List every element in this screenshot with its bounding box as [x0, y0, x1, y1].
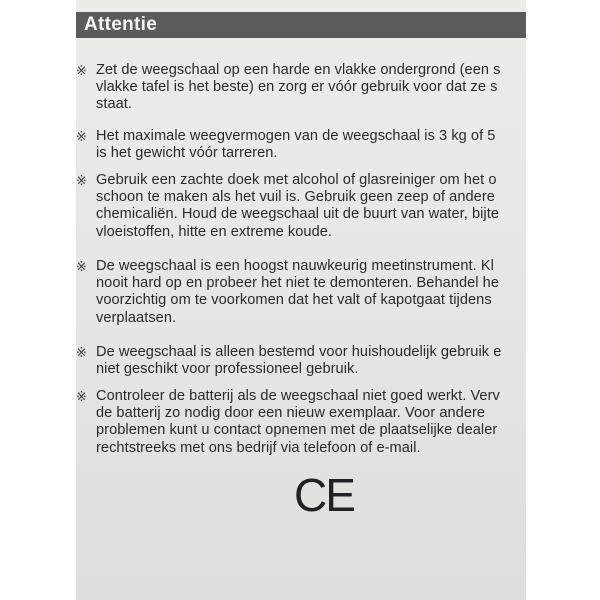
bullet-icon: ※: [76, 389, 87, 404]
bullet-icon: ※: [76, 345, 87, 360]
attention-item-line: Controleer de batterij als de weegschaal niet goed werkt. Verv: [96, 388, 500, 404]
bullet-icon: ※: [76, 129, 87, 144]
attention-item-line: Zet de weegschaal op een harde en vlakke ondergrond (een s: [96, 62, 501, 78]
attention-item-line: nooit hard op en probeer het niet te demonteren. Behandel he: [96, 275, 500, 292]
attention-item-line: rechtstreeks met ons bedrijf via telefoon of e-mail.: [96, 439, 421, 456]
attention-item-line: is het gewicht vóór tarreren.: [96, 145, 278, 162]
attention-item-line: niet geschikt voor professioneel gebruik.: [96, 361, 359, 378]
attention-item-line: De weegschaal is alleen bestemd voor huishoudelijk gebruik e: [96, 344, 502, 360]
bullet-icon: ※: [76, 259, 87, 274]
attention-item-line: verplaatsen.: [96, 309, 177, 326]
attention-item-line: vloeistoffen, hitte en extreme koude.: [96, 223, 333, 240]
attention-item-line: vlakke tafel is het beste) en zorg er vóór gebruik voor dat ze s: [96, 79, 498, 96]
attention-item-line: voorzichtig om te voorkomen dat het valt of kapotgaat tijdens: [96, 292, 492, 309]
instruction-sheet: [76, 0, 526, 600]
page-edge: [526, 0, 600, 600]
attention-item-line: de batterij zo nodig door een nieuw exemplaar. Voor andere: [96, 405, 486, 422]
attention-item-line: Gebruik een zachte doek met alcohol of glasreiniger om het o: [96, 172, 497, 188]
attention-item-line: schoon te maken als het vuil is. Gebruik geen zeep of andere: [96, 189, 495, 206]
attention-title: Attentie: [84, 14, 158, 35]
attention-item-line: De weegschaal is een hoogst nauwkeurig meetinstrument. Kl: [96, 258, 494, 274]
attention-item-line: staat.: [96, 96, 132, 113]
attention-item-line: chemicaliën. Houd de weegschaal uit de buurt van water, bijte: [96, 206, 499, 223]
attention-header-bar: [76, 12, 526, 38]
attention-item-line: problemen kunt u contact opnemen met de plaatselijke dealer: [96, 422, 498, 439]
bullet-icon: ※: [76, 173, 87, 188]
bullet-icon: ※: [76, 63, 87, 78]
attention-item-line: Het maximale weegvermogen van de weegschaal is 3 kg of 5: [96, 128, 496, 144]
ce-mark: CE: [294, 469, 354, 521]
